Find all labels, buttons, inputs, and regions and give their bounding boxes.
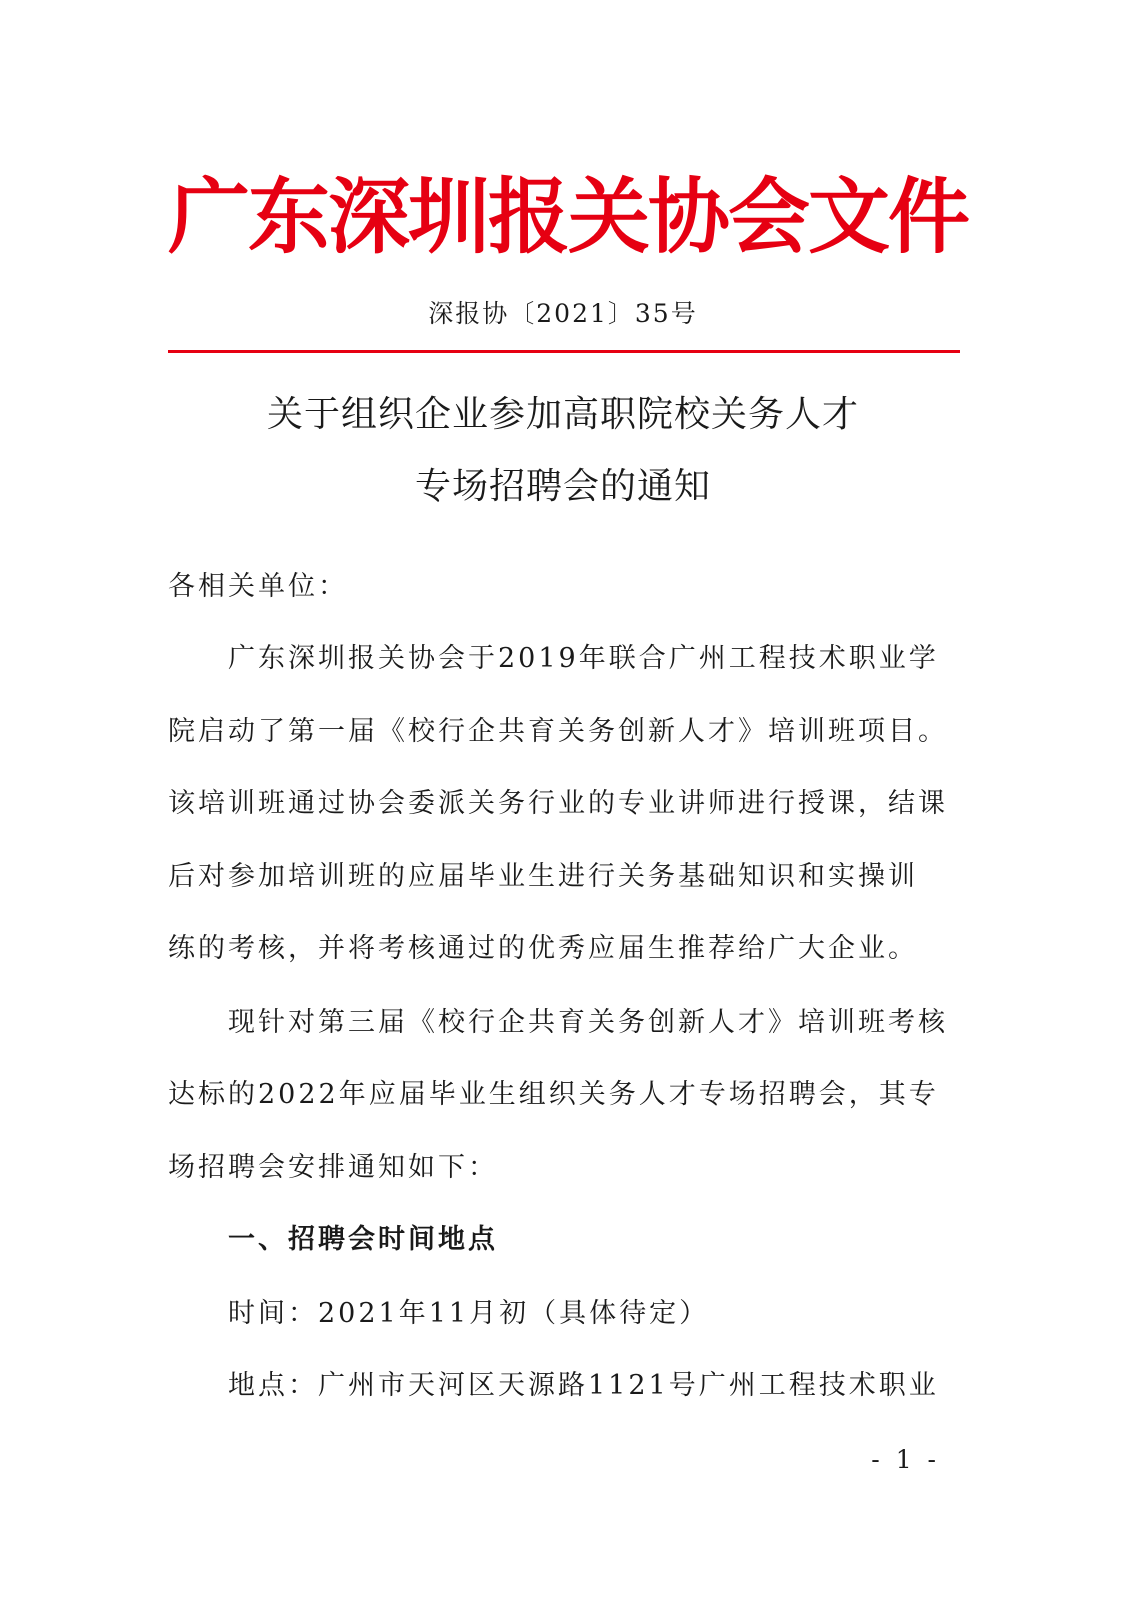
notice-title-line-2: 专场招聘会的通知: [414, 466, 711, 507]
paragraph-1-line: 广东深圳报关协会于2019年联合广州工程技术职业学: [228, 643, 939, 674]
event-location: 地点：广州市天河区天源路1121号广州工程技术职业: [228, 1370, 939, 1401]
paragraph-2-line: 达标的2022年应届毕业生组织关务人才专场招聘会，其专: [168, 1079, 939, 1110]
org-header-title: 广东深圳报关协会文件: [168, 170, 969, 265]
page-number: - 1 -: [871, 1445, 940, 1474]
notice-title-line-1: 关于组织企业参加高职院校关务人才: [266, 394, 859, 435]
paragraph-1-line: 后对参加培训班的应届毕业生进行关务基础知识和实操训: [168, 861, 918, 892]
paragraph-1-line: 院启动了第一届《校行企共育关务创新人才》培训班项目。: [168, 716, 948, 747]
header-divider: [168, 350, 960, 353]
paragraph-1-line: 该培训班通过协会委派关务行业的专业讲师进行授课，结课: [168, 788, 948, 819]
paragraph-2-line: 场招聘会安排通知如下：: [168, 1152, 498, 1183]
section-1-heading: 一、招聘会时间地点: [228, 1224, 498, 1255]
paragraph-1-line: 练的考核，并将考核通过的优秀应届生推荐给广大企业。: [168, 933, 918, 964]
salutation: 各相关单位：: [168, 571, 348, 602]
paragraph-2-line: 现针对第三届《校行企共育关务创新人才》培训班考核: [228, 1007, 948, 1038]
event-time: 时间：2021年11月初（具体待定）: [228, 1298, 710, 1329]
document-number: 深报协〔2021〕35号: [428, 299, 698, 328]
